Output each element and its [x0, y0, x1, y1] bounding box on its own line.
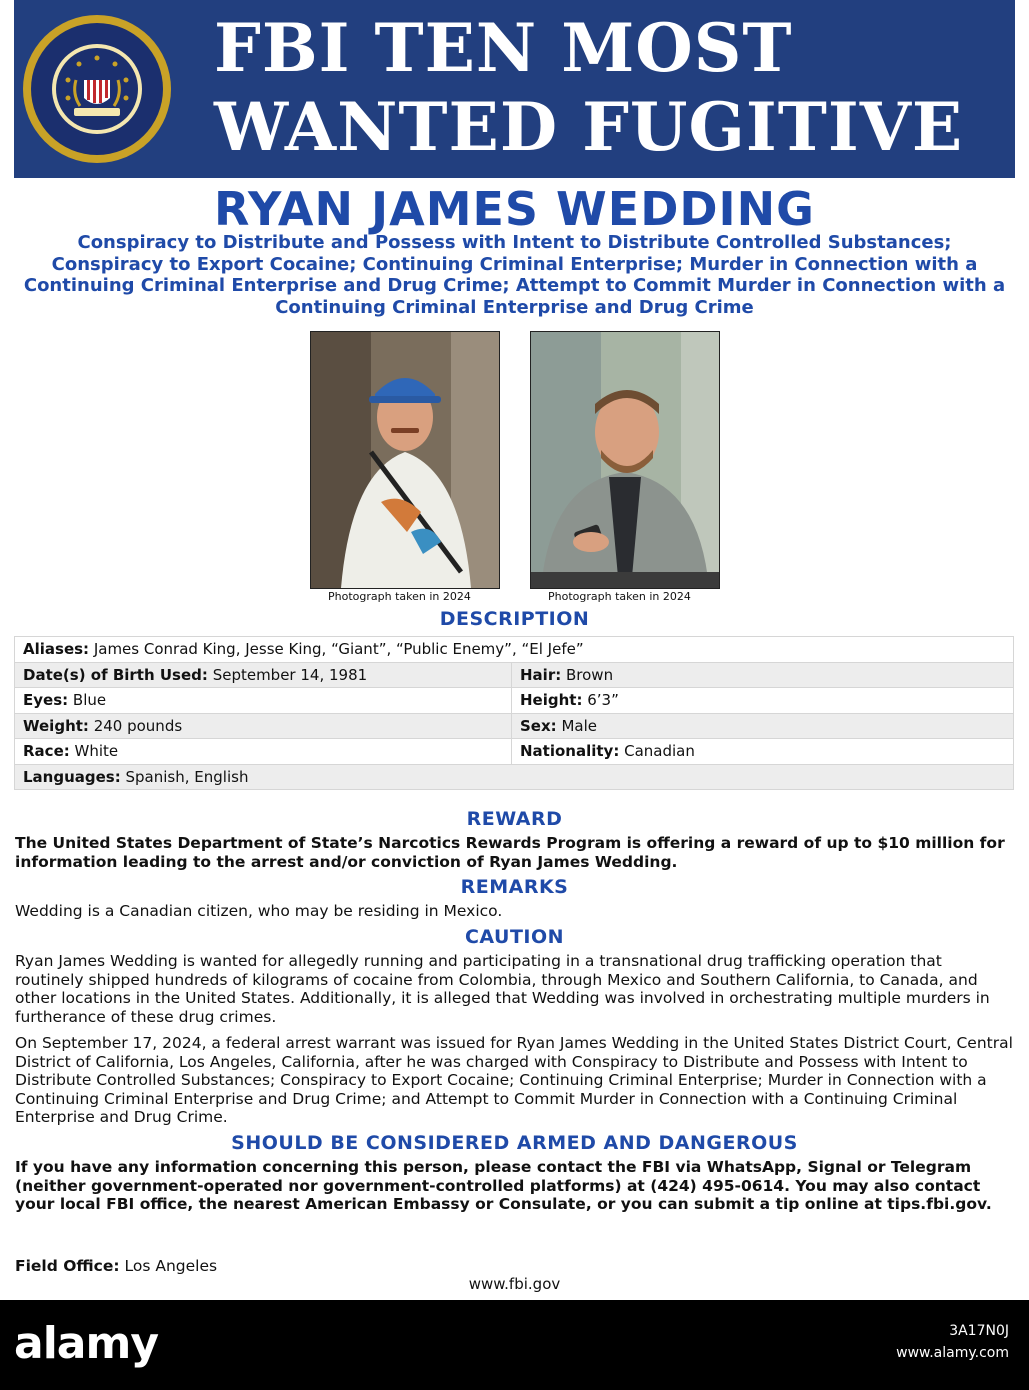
languages-value: Spanish, English [125, 767, 249, 786]
nationality-cell [512, 739, 1014, 765]
description-table [14, 636, 1014, 790]
hair-label: Hair: [520, 665, 562, 684]
eyes-label: Eyes: [23, 691, 69, 710]
sex-cell [512, 713, 1014, 739]
aliases-value: James Conrad King, Jesse King, “Giant”, “Public Enemy”, “El Jefe” [93, 640, 584, 659]
description-row [15, 713, 1014, 739]
height-cell [512, 688, 1014, 714]
alamy-url: www.alamy.com [896, 1345, 1009, 1361]
weight-cell [15, 713, 512, 739]
description-row [15, 739, 1014, 765]
race-cell [15, 739, 512, 765]
caution-paragraph-2: On September 17, 2024, a federal arrest warrant was issued for Ryan James Wedding in the United States District Court, Central District of California, Los Angeles, California, after he was charged with Conspiracy to Distribute and Possess with Intent to Distribute Controlled Substances; Conspiracy to Export Cocaine; Continuing Criminal Enterprise; Murder in Connection with a Continuing Criminal Enterprise and Drug Crime; and Attempt to Commit Murder in Connection with a Continuing Criminal Enterprise and Drug Crime. [15, 1034, 1013, 1126]
banner-title-line-2: WANTED FUGITIVE [214, 88, 964, 166]
hair-value: Brown [566, 665, 614, 684]
eyes-cell [15, 688, 512, 714]
photo-caption-1: Photograph taken in 2024 [328, 590, 471, 603]
reward-text: The United States Department of State’s Narcotics Rewards Program is offering a reward of up to $10 million for information leading to the arrest and/or conviction of Ryan James Wedding. [15, 834, 1005, 871]
race-label: Race: [23, 742, 70, 761]
description-row [15, 764, 1014, 790]
race-value: White [74, 742, 119, 761]
remarks-heading: REMARKS [460, 876, 569, 898]
fbi-seal-icon [22, 14, 172, 164]
weight-value: 240 pounds [93, 716, 183, 735]
banner-title-line-1: FBI TEN MOST [214, 9, 793, 87]
description-row [15, 688, 1014, 714]
height-label: Height: [520, 691, 583, 710]
hair-cell [512, 662, 1014, 688]
weight-label: Weight: [23, 716, 89, 735]
fugitive-name: RYAN JAMES WEDDING [214, 182, 815, 236]
eyes-value: Blue [72, 691, 107, 710]
field-office-value: Los Angeles [124, 1257, 218, 1275]
dob-label: Date(s) of Birth Used: [23, 665, 208, 684]
caution-paragraph-1: Ryan James Wedding is wanted for allegedly running and participating in a transnational drug trafficking operation that routinely shipped hundreds of kilograms of cocaine from Colombia, through Mexico and Southern California, to Canada, and other locations in the United States. Additionally, it is alleged that Wedding was involved in orchestrating multiple murders in furtherance of these drug crimes. [15, 952, 990, 1026]
description-row [15, 637, 1014, 663]
photo-caption-2: Photograph taken in 2024 [548, 590, 691, 603]
dob-cell [15, 662, 512, 688]
fugitive-photo-1 [310, 331, 500, 589]
languages-cell [15, 764, 1014, 790]
field-office [15, 1257, 217, 1275]
field-office-label: Field Office: [15, 1257, 120, 1275]
reward-heading: REWARD [466, 808, 563, 830]
remarks-text: Wedding is a Canadian citizen, who may be residing in Mexico. [15, 902, 503, 920]
description-heading: DESCRIPTION [439, 608, 590, 630]
armed-dangerous-heading: SHOULD BE CONSIDERED ARMED AND DANGEROUS [231, 1132, 798, 1154]
fbi-website: www.fbi.gov [468, 1275, 561, 1293]
nationality-label: Nationality: [520, 742, 620, 761]
sex-label: Sex: [520, 716, 557, 735]
fugitive-photo-2 [530, 331, 720, 589]
image-id: 3A17N0J [949, 1323, 1009, 1339]
languages-label: Languages: [23, 767, 121, 786]
alamy-logo: alamy [14, 1318, 158, 1369]
dob-value: September 14, 1981 [212, 665, 368, 684]
contact-text: If you have any information concerning this person, please contact the FBI via WhatsApp, Signal or Telegram (neither government-operated nor government-controlled platforms) at (424) 495-0614. You may also contact your local FBI office, the nearest American Embassy or Consulate, or you can submit a tip online at tips.fbi.gov. [15, 1158, 992, 1213]
aliases-label: Aliases: [23, 640, 90, 659]
caution-heading: CAUTION [464, 926, 565, 948]
nationality-value: Canadian [624, 742, 695, 761]
charges-text: Conspiracy to Distribute and Possess with Intent to Distribute Controlled Substances; Conspiracy to Export Cocaine; Continuing Criminal Enterprise; Murder in Connection with a Continuing Criminal Enterprise and Drug Crime; Attempt to Commit Murder in Connection with a Continuing Criminal Enterprise and Drug Crime [23, 232, 1006, 318]
header-banner [14, 0, 1015, 178]
description-row [15, 662, 1014, 688]
aliases-cell [15, 637, 1014, 663]
sex-value: Male [561, 716, 597, 735]
height-value: 6’3” [587, 691, 619, 710]
